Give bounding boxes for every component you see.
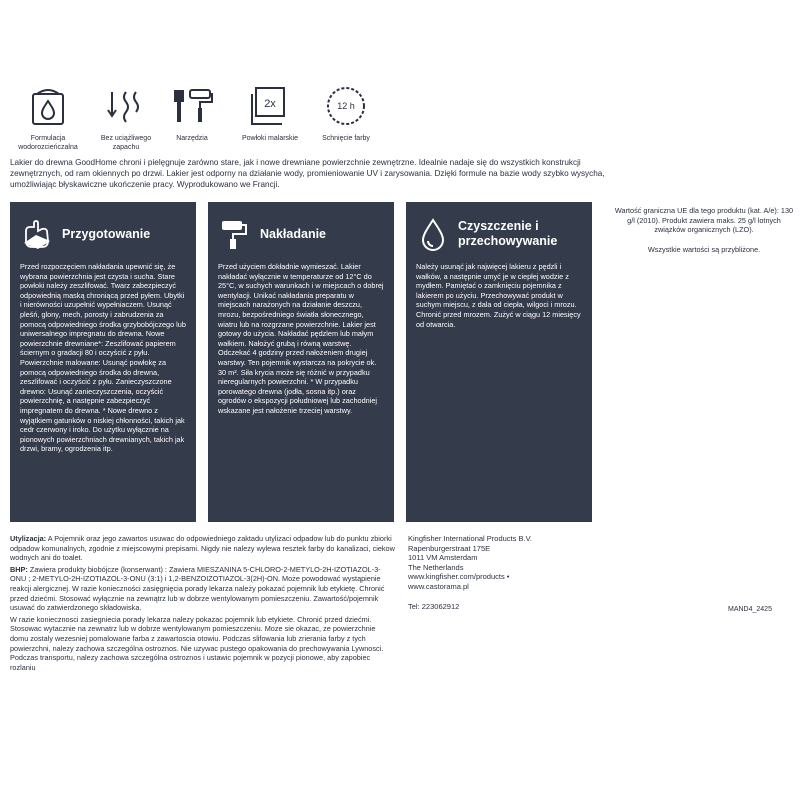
- feature-water-based: [10, 84, 86, 152]
- panel-title: Przygotowanie: [62, 226, 151, 241]
- panel-application: [208, 202, 394, 522]
- feature-coats: [232, 84, 308, 143]
- disposal-text: A Pojemnik oraz jego zawartos usuwac do odpowiedniego zaktadu utylizaci odpadow lub do punktu zbiorki odpadow komunalnych, zgodnie z miejscowymi prepisami. Nigdy nie nalezy wylewa resztek farby do kanalizaci, ciekow wodnych ani do toalet.: [10, 534, 395, 563]
- safety-extra-text: W razie koniecznosci zasiegniecia porady lekarza nalezy pokazac pojemnik lub etykiete. Chronić przed dziećmi. Stosowac wytacznie na zewnatrz lub w dobrze wentylowanym pomieszczeniu. Moze sie okazac, ze powierzchnie domu zostaly wezesniej pomalowane farba z zawartoscia otowiu. Podczas slifowania lub zrierania farby z tych powierzchni, nalezy zachowa szczególna ostroznos. Nie uzywac pustego opakowania do prechowywania Lywnosci. Podczas transportu, nalezy zachowa szczególna ostroznos i ustawic pojemnik w pozycji pionowe, aby zapobiec rozlaniu: [10, 614, 384, 672]
- approx-values-text: Wszystkie wartości są przybliżone.: [647, 244, 761, 254]
- water-can-icon: [26, 84, 70, 128]
- voc-limit-text: Wartość graniczna UE dla tego produktu (kat. A/e): 130 g/l (2010). Produkt zawiera maks. 25 g/l lotnych związków organicznych (LZO).: [614, 206, 794, 235]
- voc-info: [614, 206, 794, 264]
- drying-time-badge: 12 h: [337, 101, 355, 111]
- product-code: MAND4_2425: [728, 606, 772, 613]
- feature-label: Formulacja wodorozcieńczalna: [18, 135, 78, 151]
- panel-cleaning: [406, 202, 592, 522]
- feature-low-odour: [88, 84, 164, 152]
- panel-title: Czyszczenie i przechowywanie: [458, 219, 558, 248]
- paint-roller-icon: [218, 217, 252, 251]
- water-drop-icon: [416, 217, 450, 251]
- two-coats-badge: 2x: [264, 98, 276, 110]
- feature-tools: [154, 84, 230, 143]
- street: Rapenburgerstraat 175E: [408, 543, 491, 553]
- country: The Netherlands: [408, 562, 464, 572]
- feature-drying: [308, 84, 384, 143]
- drying-time-icon: [324, 84, 368, 128]
- two-coats-icon: [248, 84, 292, 128]
- feature-label: Schnięcie farby: [322, 135, 370, 142]
- panel-title: Nakładanie: [260, 226, 327, 241]
- disposal-safety-text: [10, 534, 395, 674]
- disposal-label: Utylizacja:: [10, 534, 47, 543]
- feature-label: Powłoki malarskie: [241, 135, 299, 142]
- cleaning-cloth-icon: [20, 217, 54, 251]
- feature-label: Narzędzia: [176, 135, 208, 142]
- bhp-label: BHP:: [10, 564, 28, 574]
- panel-preparation: [10, 202, 196, 522]
- low-odour-icon: [104, 84, 148, 128]
- bhp-text: Zawiera produkty biobójcze (konserwant) : Zawiera MIESZANINA 5-CHLORO-2-METYLO-2H-IZOTIAZOL-3-ONU ; 2-METYLO-2H-IZOTIAZOL-3-ONU (3:1) i 1,2-BENZOIZOTIAZOL-3(2H)-ON. Może powodować wystąpienie reakcji alergicznej. W razie konieczności zasięgnięcia porady lekarza należy pokazać pojemnik lub etykietę. Chronić przed dziećmi. Stosować wyłącznie na zewnątrz lub w dobrze wentylowanym pomieszczeniu. Zawartość/pojemnik usuwać do zatwierdzonego składowiska.: [10, 564, 385, 613]
- telephone: Tel: 223062912: [408, 601, 460, 611]
- city: 1011 VM Amsterdam: [408, 553, 478, 563]
- feature-icons-row: [10, 84, 390, 156]
- website-link: www.castorama.pl: [408, 581, 469, 591]
- panel-body: Przed rozpoczęciem nakładania upewnić się, że wybrana powierzchnia jest czysta i sucha. Stare powłoki należy zeszlifować. Twarz zabezpieczyć odpowiednią maską chroniącą przed pyłem. Ubytki i nierówności uzupełnić wypełniaczem. Usunąć pleśń, glony, mech, porosty i zabrudzenia za pomocą odpowiedniego środka grzybobójczego lub uniwersalnego impregnatu do drewna. Nowe powierzchnie drewniane*: Zeszlifować papierem ściernym o gradacji 80 i oczyścić z pyłu. Powierzchnie malowane: Usunąć powłokę za pomocą odpowiedniego środka do drewna, zeszlifować i oczyścić z pyłu. Zanieczyszczone drewno: Usunąć zanieczyszczenia, oczyścić powierzchnię, a następnie zabezpieczyć impregnatem do drewna. * Nowe drewno z wyjątkiem gatunków o niskiej chłonności, takich jak cedr czerwony i iroko. Do użytku wyłącznie na pionowych powierzchniach drewnianych, takich jak drzwi, bramy, ogrodzenia itp.: [20, 262, 186, 454]
- company-name: Kingfisher International Products B.V.: [408, 534, 532, 543]
- panel-body: Należy usunąć jak najwięcej lakieru z pędzli i wałków, a następnie umyć je w ciepłej wodzie z mydłem. Pamiętać o zamknięciu pojemnika z lakierem po użyciu. Przechowywać produkt w suchym miejscu, z dala od ciepła, wilgoci i mrozu. Chronić przed mrozem. Zużyć w ciągu 12 miesięcy od otwarcia.: [416, 262, 581, 329]
- website-link: www.kingfisher.com/products •: [408, 572, 510, 582]
- brush-roller-icon: [170, 84, 214, 128]
- product-description: Lakier do drewna GoodHome chroni i pielęgnuje zarówno stare, jak i nowe drewniane powierzchnie zewnętrzne. Idealnie nadaje się do wszystkich konstrukcji zewnętrznych, od ram okiennych po drzwi. Lakier jest odporny na działanie wody, promieniowanie UV i zarysowania. Dzięki formule na bazie wody szybko wysycha, umożliwiając błyskawiczne ukończenie pracy. Wyprodukowano we Francji.: [10, 158, 605, 189]
- feature-label: Bez uciążliwego zapachu: [100, 135, 152, 151]
- panel-body: Przed użyciem dokładnie wymieszać. Lakier nakładać wyłącznie w temperaturze od 12°C do 25°C, w suchych warunkach i w miejscach o dobrej wentylacji. Unikać nakładania preparatu w miejscach narażonych na działanie deszczu, mrozu, bezpośredniego światła słonecznego, wiatru lub na rozgrzane powierzchnie. Lakier jest gotowy do użycia. Nakładać pędzlem lub małym wałkiem. Nałożyć grubą i równą warstwę. Odczekać 4 godziny przed nałożeniem drugiej warstwy. Ten pojemnik wystarcza na pokrycie ok. 30 m². Siła krycia może się różnić w przypadku nieregularnych powierzchni. * W przypadku porowatego drewna (jodła, sosna itp.) oraz ogrodów o ekspozycji południowej lub zachodniej wskazane jest nałożenie trzeciej warstwy.: [218, 262, 384, 415]
- manufacturer-address: [408, 534, 628, 611]
